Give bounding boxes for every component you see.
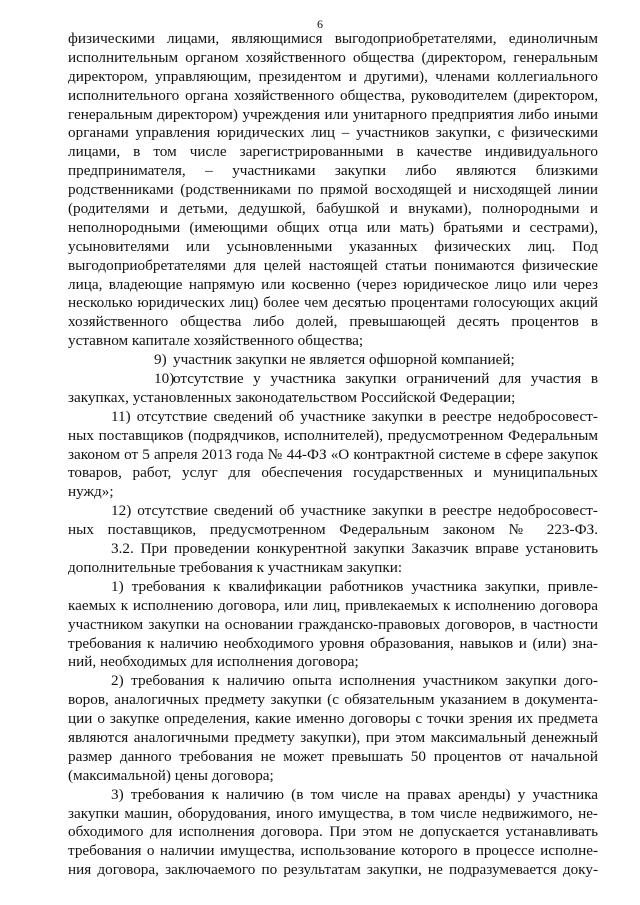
- text-line: предпринимателя, – участниками закупки либо являются близкими: [68, 162, 598, 180]
- line-text: отсутствие у участника закупки ограничений для участия в: [173, 370, 598, 388]
- line-text: участник закупки не является офшорной компанией;: [173, 351, 515, 369]
- list-number: 10): [154, 370, 175, 388]
- text-line: (максимальной) цены договора;: [68, 766, 274, 784]
- text-line: требования о наличии имущества, использование которого в процессе исполне-: [68, 842, 598, 860]
- text-line: несколько юридических лиц) более чем десятью процентами голосующих акций: [68, 294, 598, 312]
- text-line: исполнительным органом хозяйственного общества (директором, генеральным: [68, 48, 598, 66]
- text-line: дополнительные требования к участникам закупки:: [68, 558, 403, 576]
- text-line: усыновителями или усыновленными указанных физических лиц. Под: [68, 237, 598, 255]
- text-line: 12) отсутствие сведений об участнике закупки в реестре недобросовест-: [111, 502, 598, 520]
- text-line: законом от 5 апреля 2013 года № 44-ФЗ «О контрактной системе в сфере закупок: [68, 445, 598, 463]
- text-line: 1) требования к квалификации работников участника закупки, привле-: [111, 577, 598, 595]
- text-line: требования к наличию необходимого уровня образования, навыков и (или) зна-: [68, 634, 598, 652]
- text-line: выгодоприобретателями для целей настоящей статьи понимаются физические: [68, 256, 598, 274]
- text-line: генеральным директором) учреждения или унитарного предприятия либо иными: [68, 105, 598, 123]
- text-line: органами управления юридических лиц – участников закупки, с физическими: [68, 124, 598, 142]
- text-line: закупках, установленных законодательством Российской Федерации;: [68, 388, 516, 406]
- text-line: 2) требования к наличию опыта исполнения участником закупки дого-: [111, 672, 598, 690]
- text-line: [68, 351, 598, 370]
- text-line: воров, аналогичных предмету закупки (с обязательным указанием в документа-: [68, 691, 598, 709]
- text-line: уставном капитале хозяйственного общества;: [68, 332, 364, 350]
- text-line: обходимого для исполнения договора. При этом не допускается устанавливать: [68, 823, 598, 841]
- text-line: нужд»;: [68, 483, 114, 501]
- text-line: [68, 370, 598, 389]
- text-line: ных поставщиков (подрядчиков, исполнителей), предусмотренном Федеральным: [68, 426, 598, 444]
- text-line: размер данного требования не может превышать 50 процентов от начальной: [68, 747, 598, 765]
- text-line: хозяйственного общества либо долей, превышающей десять процентов в: [68, 313, 598, 331]
- text-line: исполнительного органа хозяйственного общества, руководителем (директором,: [68, 86, 598, 104]
- text-line: ции о закупке определения, какие именно договоры с точки зрения их предмета: [68, 710, 598, 728]
- text-line: каемых к исполнению договора, или лиц, привлекаемых к исполнению договора: [68, 596, 598, 614]
- text-line: ния договора, заключаемого по результатам закупки, не подразумевается доку-: [68, 861, 598, 879]
- text-line: являются аналогичными предмету закупки), при этом максимальный денежный: [68, 728, 598, 746]
- text-line: ных поставщиков, предусмотренном Федеральным законом № 223-ФЗ.: [68, 521, 598, 539]
- text-line: директором, управляющим, президентом и другими), членами коллегиального: [68, 67, 598, 85]
- text-line: участником закупки на основании гражданско-правовых договоров, в частности: [68, 615, 598, 633]
- page-number: 6: [317, 17, 323, 31]
- text-line: ний, необходимых для исполнения договора;: [68, 653, 359, 671]
- text-line: 11) отсутствие сведений об участнике закупки в реестре недобросовест-: [111, 407, 598, 425]
- text-line: 3) требования к наличию (в том числе на правах аренды) у участника: [111, 785, 598, 803]
- text-line: родственниками (родственниками по прямой восходящей и нисходящей линии: [68, 181, 598, 199]
- text-line: лицами, в том числе зарегистрированными в качестве индивидуального: [68, 143, 598, 161]
- text-line: закупки машин, оборудования, иного имущества, в том числе недвижимого, не-: [68, 804, 598, 822]
- text-line: 3.2. При проведении конкурентной закупки Заказчик вправе установить: [111, 540, 598, 558]
- list-number: 9): [154, 351, 167, 369]
- text-line: товаров, работ, услуг для обеспечения государственных и муниципальных: [68, 464, 598, 482]
- text-line: лица, владеющие напрямую или косвенно (через юридическое лицо или через: [68, 275, 598, 293]
- text-line: физическими лицами, являющимися выгодоприобретателями, единоличным: [68, 30, 598, 47]
- body-text: [68, 30, 598, 880]
- text-line: (родителями и детьми, дедушкой, бабушкой и внуками), полнородными и: [68, 200, 598, 218]
- text-line: неполнородными (имеющими общих отца или мать) братьями и сестрами),: [68, 218, 598, 236]
